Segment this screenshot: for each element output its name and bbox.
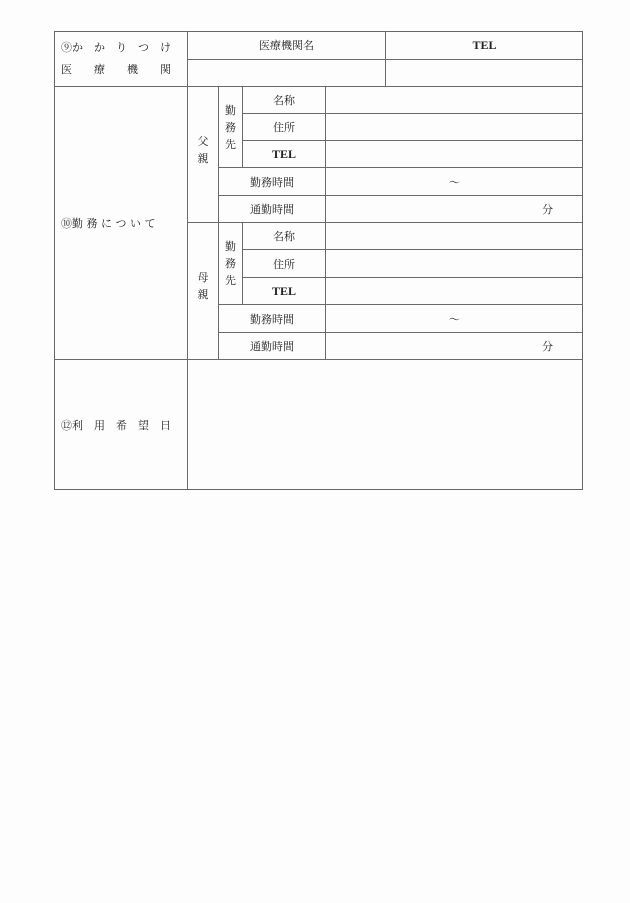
mother-tel-field[interactable] [326,278,583,304]
father-commute-label: 通勤時間 [250,203,294,216]
clinic-name-header: 医療機関名 [259,39,314,52]
desired-date-field[interactable] [188,360,583,490]
mother-name-label: 名称 [273,230,295,243]
work-label: ⑩勤 務 に つ い て [61,217,156,230]
mother-address-label: 住所 [273,257,295,271]
father-hours-label: 勤務時間 [250,175,294,189]
mother-tel-label: TEL [271,283,296,298]
mother-commute-label: 通勤時間 [250,340,294,353]
mother-commute-field[interactable]: 分 [542,340,553,353]
father-address-field[interactable] [326,114,583,140]
clinic-label-line1: ⑨か か り つ け [61,40,171,54]
clinic-name-field[interactable] [188,60,385,86]
mother-workplace-label: 勤 務 先 [225,240,236,287]
desired-date-label: ⑫利 用 希 望 日 [61,419,171,432]
mother-address-field[interactable] [326,250,583,277]
clinic-label [55,31,187,86]
father-commute-field[interactable]: 分 [542,203,553,216]
father-workplace-label: 勤 務 先 [225,103,236,151]
father-tel-label: TEL [271,146,296,161]
mother-label: 母 親 [197,271,209,301]
father-address-label: 住所 [273,121,295,134]
clinic-label-line2: 医 療 機 関 [61,62,171,76]
mother-hours-label: 勤務時間 [250,312,294,326]
father-tel-field[interactable] [326,141,583,167]
father-hours-field[interactable]: 〜 [449,175,460,189]
father-name-field[interactable] [326,87,583,113]
clinic-tel-field[interactable] [386,60,583,86]
mother-name-field[interactable] [326,223,583,249]
father-name-label: 名称 [273,94,295,107]
father-label: 父 親 [197,134,209,165]
clinic-tel-header: TEL [472,37,497,52]
mother-hours-field[interactable]: 〜 [449,312,460,326]
